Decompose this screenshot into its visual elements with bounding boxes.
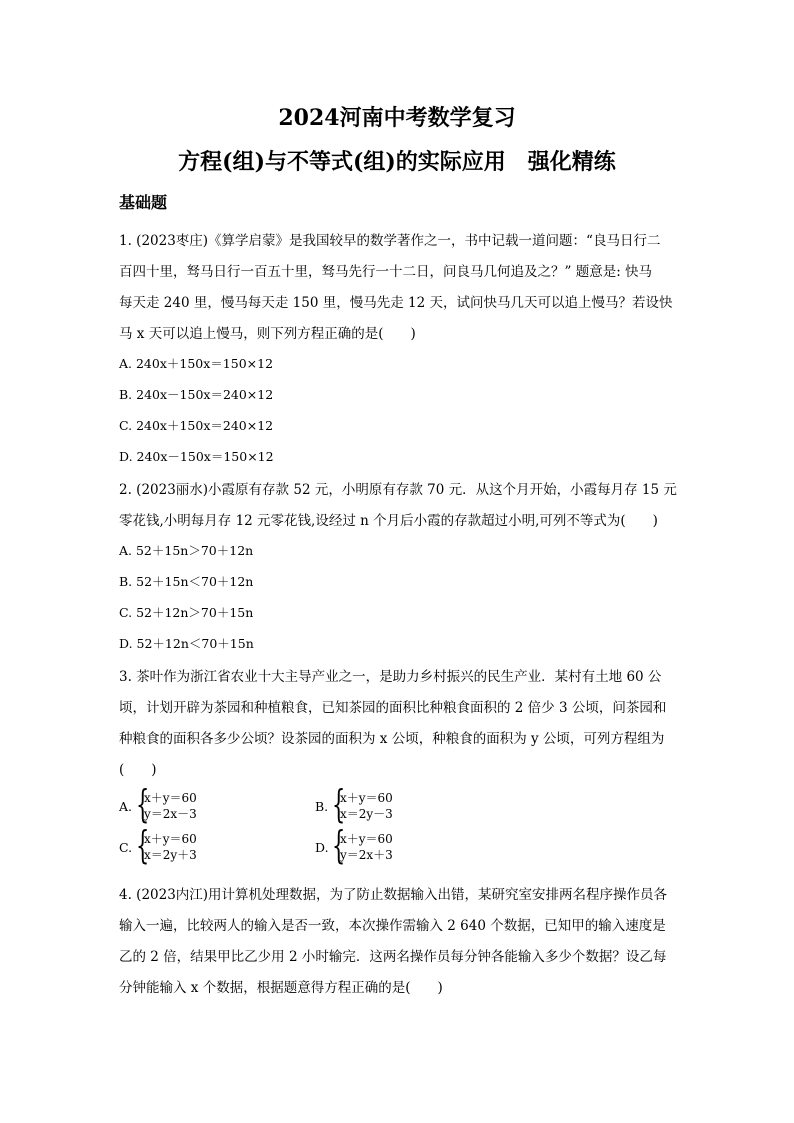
- q1-line-3: 每天走 240 里，慢马每天走 150 里，慢马先走 12 天，试问快马几天可以追上慢马？若设快: [119, 295, 673, 311]
- q3-option-b: [315, 782, 435, 826]
- page-subtitle: 方程(组)与不等式(组)的实际应用 强化精练: [178, 149, 616, 175]
- q3-option-c: [119, 823, 239, 867]
- q4-line-3: 乙的 2 倍，结果甲比乙少用 2 小时输完．这两名操作员每分钟各能输入多少个数据？设乙每: [119, 949, 667, 965]
- q3-option-d-eq1: x＋y＝60: [340, 832, 393, 846]
- q3-option-d-eq2: y＝2x＋3: [340, 848, 393, 862]
- q2-option-a: A. 52＋15n＞70＋12n: [119, 543, 254, 558]
- q1-option-d: D. 240x－150x＝150×12: [119, 449, 274, 464]
- q3-option-b-label: B.: [315, 799, 329, 814]
- q3-option-b-eq1: x＋y＝60: [340, 791, 393, 805]
- page-title: 2024河南中考数学复习: [278, 105, 516, 131]
- q3-option-a-eq1: x＋y＝60: [144, 791, 197, 805]
- q1-line-1: 1. (2023枣庄)《算学启蒙》是我国较早的数学著作之一，书中记载一道问题：“良马日行二: [119, 233, 661, 249]
- q1-option-a: A. 240x＋150x＝150×12: [119, 356, 274, 371]
- q3-option-d: [315, 823, 435, 867]
- left-brace: {: [136, 823, 150, 867]
- section-heading: 基础题: [119, 193, 168, 212]
- q3-option-a-label: A.: [119, 799, 133, 814]
- q2-line-2: 零花钱,小明每月存 12 元零花钱,设经过 n 个月后小霞的存款超过小明,可列不等式为( ): [119, 513, 658, 529]
- q3-option-a: [119, 782, 239, 826]
- left-brace: {: [136, 782, 150, 826]
- q3-line-4: ( ): [119, 762, 157, 778]
- q2-option-d: D. 52＋12n＜70＋15n: [119, 636, 254, 651]
- q3-option-c-eq1: x＋y＝60: [144, 832, 197, 846]
- q3-line-3: 种粮食的面积各多少公顷？设茶园的面积为 x 公顷，种粮食的面积为 y 公顷，可列方程组为: [119, 731, 665, 747]
- q2-line-1: 2. (2023丽水)小霞原有存款 52 元，小明原有存款 70 元．从这个月开始，小霞每月存 15 元: [119, 482, 677, 498]
- q4-line-2: 输入一遍，比较两人的输入是否一致，本次操作需输入 2 640 个数据，已知甲的输入速度是: [119, 918, 666, 934]
- q2-option-c: C. 52＋12n＞70＋15n: [119, 605, 254, 620]
- q2-option-b: B. 52＋15n＜70＋12n: [119, 574, 254, 589]
- q3-option-b-eq2: x＝2y－3: [340, 807, 393, 821]
- left-brace: {: [332, 823, 346, 867]
- q1-line-2: 百四十里，驽马日行一百五十里，驽马先行一十二日，问良马几何追及之？” 题意是: 快马: [119, 264, 653, 280]
- left-brace: {: [332, 782, 346, 826]
- q4-line-4: 分钟能输入 x 个数据，根据题意得方程正确的是( ): [119, 980, 443, 996]
- q3-option-d-label: D.: [315, 840, 329, 855]
- q3-option-c-label: C.: [119, 840, 133, 855]
- q1-option-b: B. 240x－150x＝240×12: [119, 387, 274, 402]
- q4-line-1: 4. (2023内江)用计算机处理数据，为了防止数据输入出错，某研究室安排两名程序操作员各: [119, 887, 668, 903]
- q1-option-c: C. 240x＋150x＝240×12: [119, 418, 274, 433]
- q1-line-4: 马 x 天可以追上慢马，则下列方程正确的是( ): [119, 326, 416, 342]
- q3-option-a-eq2: y＝2x－3: [144, 807, 197, 821]
- q3-line-2: 顷，计划开辟为茶园和种植粮食，已知茶园的面积比种粮食面积的 2 倍少 3 公顷，问茶园和: [119, 700, 667, 716]
- q3-line-1: 3. 茶叶作为浙江省农业十大主导产业之一，是助力乡村振兴的民生产业．某村有土地 60 公: [119, 669, 662, 685]
- q3-option-c-eq2: x＝2y＋3: [144, 848, 197, 862]
